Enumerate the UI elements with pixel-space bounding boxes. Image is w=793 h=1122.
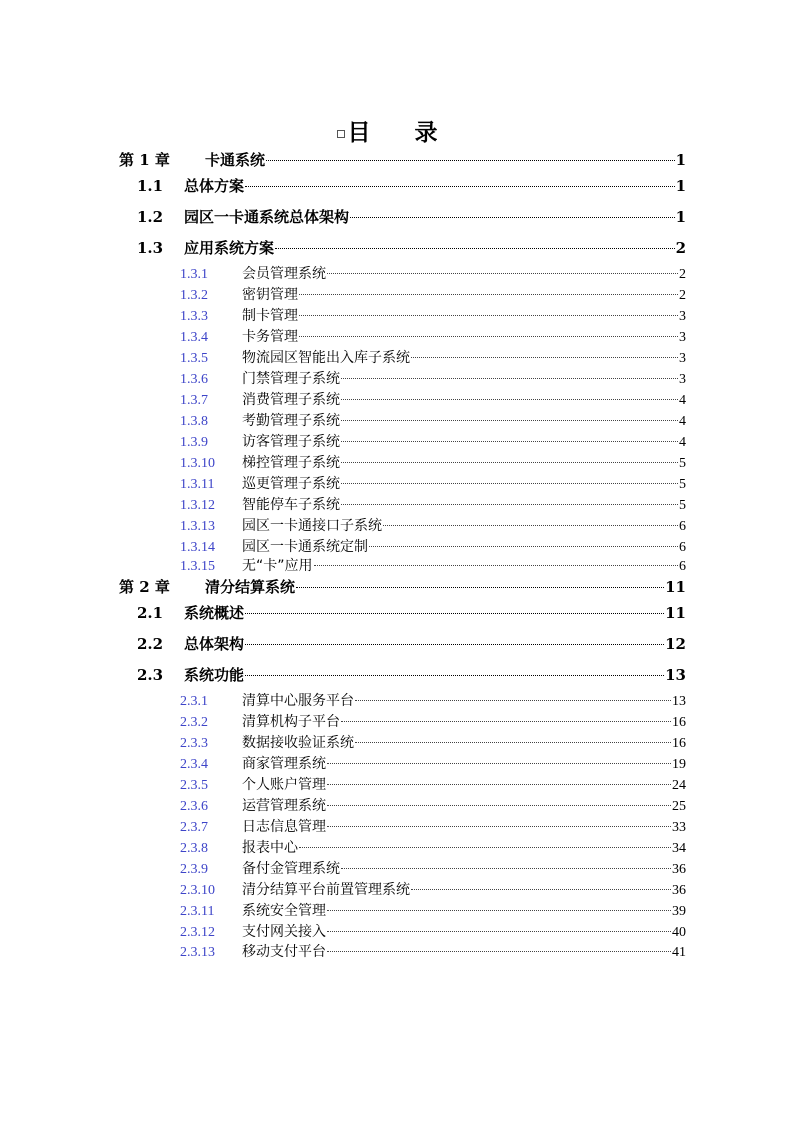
toc-entry-level-2[interactable] — [137, 238, 686, 258]
toc-entry-level-3[interactable] — [180, 516, 686, 536]
toc-leader-dots — [341, 399, 678, 400]
toc-entry-label: 卡务管理 — [242, 329, 298, 345]
toc-entry-page: 4 — [679, 414, 686, 429]
toc-entry-level-3[interactable] — [180, 691, 686, 711]
toc-entry-page: 13 — [665, 666, 686, 684]
toc-leader-dots — [327, 763, 671, 764]
toc-entry-page: 16 — [672, 715, 686, 730]
toc-entry-page: 3 — [679, 351, 686, 366]
toc-entry-label: 梯控管理子系统 — [242, 455, 340, 471]
toc-leader-dots — [341, 420, 678, 421]
toc-entry-label: 系统概述 — [184, 604, 245, 622]
toc-leader-dots — [327, 931, 671, 932]
toc-entry-number: 2.3.12 — [180, 925, 215, 940]
toc-leader-dots — [327, 805, 671, 806]
toc-entry-level-3[interactable] — [180, 390, 686, 410]
toc-entry-label: 清分结算平台前置管理系统 — [242, 882, 410, 898]
toc-entry-label: 日志信息管理 — [242, 819, 326, 835]
toc-entry-page: 33 — [672, 820, 686, 835]
toc-entry-level-3[interactable] — [180, 712, 686, 732]
toc-entry-label: 总体架构 — [184, 635, 245, 653]
toc-entry-page: 5 — [679, 456, 686, 471]
toc-entry-label: 备付金管理系统 — [242, 861, 340, 877]
toc-entry-number: 1.3.4 — [180, 330, 208, 345]
toc-entry-number: 2.1 — [137, 604, 164, 622]
toc-entry-number: 1.3.2 — [180, 288, 208, 303]
toc-entry-number: 2.3.2 — [180, 715, 208, 730]
toc-entry-number: 1.3 — [137, 239, 164, 257]
toc-entry-page: 12 — [665, 635, 686, 653]
toc-leader-dots — [341, 504, 678, 505]
toc-entry-number: 1.3.13 — [180, 519, 215, 534]
toc-leader-dots — [245, 675, 664, 676]
toc-entry-level-3[interactable] — [180, 556, 686, 576]
toc-leader-dots — [327, 910, 671, 911]
toc-leader-dots — [341, 378, 678, 379]
toc-entry-label: 无“卡”应用 — [242, 558, 313, 574]
toc-entry-level-3[interactable] — [180, 264, 686, 284]
toc-entry-label: 制卡管理 — [242, 308, 298, 324]
toc-entry-number: 1.2 — [137, 208, 164, 226]
toc-entry-number: 1.3.1 — [180, 267, 208, 282]
toc-entry-label: 系统功能 — [184, 666, 245, 684]
toc-leader-dots — [266, 160, 675, 161]
toc-leader-dots — [299, 336, 678, 337]
toc-entry-page: 1 — [675, 151, 686, 169]
toc-entry-number: 1.1 — [137, 177, 164, 195]
toc-entry-number: 2.3.7 — [180, 820, 208, 835]
toc-entry-label: 报表中心 — [242, 840, 298, 856]
toc-leader-dots — [341, 441, 678, 442]
toc-entry-page: 24 — [672, 778, 686, 793]
toc-entry-label: 卡通系统 — [205, 151, 266, 169]
toc-leader-dots — [314, 565, 678, 566]
toc-entry-label: 密钥管理 — [242, 287, 298, 303]
toc-entry-label: 园区一卡通系统总体架构 — [184, 208, 350, 226]
toc-entry-label: 个人账户管理 — [242, 777, 326, 793]
toc-entry-label: 考勤管理子系统 — [242, 413, 340, 429]
toc-leader-dots — [299, 847, 671, 848]
toc-leader-dots — [355, 742, 671, 743]
toc-entry-label: 清算中心服务平台 — [242, 693, 354, 709]
toc-entry-number: 2.3.3 — [180, 736, 208, 751]
toc-entry-label: 物流园区智能出入库子系统 — [242, 350, 410, 366]
toc-leader-dots — [341, 462, 678, 463]
toc-entry-number: 2.3.1 — [180, 694, 208, 709]
toc-entry-number: 2.3.5 — [180, 778, 208, 793]
toc-entry-level-3[interactable] — [180, 348, 686, 368]
toc-entry-page: 1 — [675, 208, 686, 226]
toc-entry-level-3[interactable] — [180, 285, 686, 305]
toc-entry-number: 1.3.6 — [180, 372, 208, 387]
toc-entry-level-2[interactable] — [137, 634, 686, 654]
toc-leader-dots — [355, 700, 671, 701]
toc-entry-number: 1.3.15 — [180, 559, 215, 574]
toc-entry-level-3[interactable] — [180, 880, 686, 900]
toc-entry-label: 支付网关接入 — [242, 924, 326, 940]
toc-entry-number: 第 2 章 — [119, 578, 170, 596]
toc-entry-page: 1 — [675, 177, 686, 195]
toc-entry-level-3[interactable] — [180, 327, 686, 347]
toc-entry-page: 3 — [679, 330, 686, 345]
toc-entry-number: 第 1 章 — [119, 151, 170, 169]
toc-entry-level-1[interactable] — [119, 150, 686, 170]
toc-leader-dots — [327, 784, 671, 785]
toc-entry-page: 36 — [672, 883, 686, 898]
toc-entry-page: 6 — [679, 559, 686, 574]
toc-entry-label: 园区一卡通系统定制 — [242, 539, 368, 555]
toc-leader-dots — [411, 889, 671, 890]
toc-entry-page: 2 — [675, 239, 686, 257]
toc-entry-level-1[interactable] — [119, 577, 686, 597]
toc-entry-level-3[interactable] — [180, 817, 686, 837]
toc-entry-level-3[interactable] — [180, 369, 686, 389]
toc-leader-dots — [327, 273, 678, 274]
toc-entry-page: 36 — [672, 862, 686, 877]
toc-entry-number: 1.3.5 — [180, 351, 208, 366]
toc-entry-label: 数据接收验证系统 — [242, 735, 354, 751]
toc-entry-level-3[interactable] — [180, 306, 686, 326]
toc-entry-page: 3 — [679, 309, 686, 324]
toc-entry-level-3[interactable] — [180, 432, 686, 452]
toc-entry-number: 1.3.14 — [180, 540, 215, 555]
toc-entry-page: 25 — [672, 799, 686, 814]
toc-entry-page: 6 — [679, 519, 686, 534]
toc-entry-level-3[interactable] — [180, 775, 686, 795]
toc-entry-level-3[interactable] — [180, 474, 686, 494]
toc-entry-number: 1.3.10 — [180, 456, 215, 471]
toc-entry-label: 总体方案 — [184, 177, 245, 195]
toc-leader-dots — [341, 868, 671, 869]
toc-entry-level-3[interactable] — [180, 838, 686, 858]
toc-leader-dots — [411, 357, 678, 358]
toc-entry-label: 会员管理系统 — [242, 266, 326, 282]
toc-entry-label: 门禁管理子系统 — [242, 371, 340, 387]
toc-entry-number: 2.3.11 — [180, 904, 215, 919]
toc-entry-label: 运营管理系统 — [242, 798, 326, 814]
toc-entry-page: 3 — [679, 372, 686, 387]
toc-leader-dots — [245, 644, 664, 645]
toc-entry-page: 16 — [672, 736, 686, 751]
toc-leader-dots — [341, 483, 678, 484]
toc-entry-number: 2.3.4 — [180, 757, 208, 772]
toc-entry-number: 2.2 — [137, 635, 164, 653]
toc-entry-number: 1.3.3 — [180, 309, 208, 324]
toc-entry-number: 2.3 — [137, 666, 164, 684]
toc-leader-dots — [245, 613, 664, 614]
toc-entry-level-2[interactable] — [137, 665, 686, 685]
toc-entry-number: 1.3.12 — [180, 498, 215, 513]
toc-leader-dots — [341, 721, 671, 722]
toc-entry-label: 清分结算系统 — [205, 578, 296, 596]
toc-entry-level-3[interactable] — [180, 922, 686, 942]
toc-leader-dots — [327, 826, 671, 827]
toc-leader-dots — [327, 951, 671, 952]
page-title: 目 录 — [0, 114, 793, 147]
toc-leader-dots — [369, 546, 678, 547]
toc-entry-level-3[interactable] — [180, 754, 686, 774]
toc-entry-number: 2.3.8 — [180, 841, 208, 856]
toc-entry-label: 智能停车子系统 — [242, 497, 340, 513]
toc-entry-label: 访客管理子系统 — [242, 434, 340, 450]
toc-entry-page: 19 — [672, 757, 686, 772]
toc-entry-level-3[interactable] — [180, 859, 686, 879]
toc-entry-level-2[interactable] — [137, 176, 686, 196]
toc-entry-level-3[interactable] — [180, 901, 686, 921]
toc-entry-label: 移动支付平台 — [242, 944, 326, 960]
toc-entry-page: 2 — [679, 288, 686, 303]
toc-entry-label: 系统安全管理 — [242, 903, 326, 919]
toc-leader-dots — [299, 315, 678, 316]
toc-entry-page: 5 — [679, 477, 686, 492]
toc-entry-number: 1.3.9 — [180, 435, 208, 450]
toc-entry-level-3[interactable] — [180, 411, 686, 431]
toc-leader-dots — [296, 587, 664, 588]
toc-entry-page: 11 — [665, 604, 686, 622]
toc-entry-level-2[interactable] — [137, 207, 686, 227]
toc-entry-level-3[interactable] — [180, 537, 686, 557]
toc-entry-number: 2.3.10 — [180, 883, 215, 898]
toc-entry-level-3[interactable] — [180, 796, 686, 816]
toc-entry-page: 34 — [672, 841, 686, 856]
toc-entry-page: 41 — [672, 945, 686, 960]
toc-leader-dots — [275, 248, 675, 249]
toc-entry-label: 巡更管理子系统 — [242, 476, 340, 492]
toc-leader-dots — [350, 217, 675, 218]
toc-entry-level-3[interactable] — [180, 942, 686, 962]
toc-entry-page: 39 — [672, 904, 686, 919]
toc-entry-number: 2.3.13 — [180, 945, 215, 960]
toc-entry-label: 清算机构子平台 — [242, 714, 340, 730]
toc-entry-page: 40 — [672, 925, 686, 940]
toc-entry-number: 2.3.9 — [180, 862, 208, 877]
toc-entry-page: 2 — [679, 267, 686, 282]
toc-entry-page: 13 — [672, 694, 686, 709]
toc-entry-level-3[interactable] — [180, 495, 686, 515]
toc-leader-dots — [299, 294, 678, 295]
toc-entry-page: 4 — [679, 435, 686, 450]
toc-entry-number: 1.3.7 — [180, 393, 208, 408]
toc-entry-label: 商家管理系统 — [242, 756, 326, 772]
toc-leader-dots — [383, 525, 678, 526]
toc-entry-number: 1.3.8 — [180, 414, 208, 429]
toc-leader-dots — [245, 186, 675, 187]
toc-entry-label: 消费管理子系统 — [242, 392, 340, 408]
toc-entry-page: 11 — [665, 578, 686, 596]
toc-entry-page: 5 — [679, 498, 686, 513]
toc-entry-number: 1.3.11 — [180, 477, 215, 492]
toc-entry-level-3[interactable] — [180, 733, 686, 753]
toc-entry-page: 4 — [679, 393, 686, 408]
toc-entry-level-3[interactable] — [180, 453, 686, 473]
toc-entry-level-2[interactable] — [137, 603, 686, 623]
toc-entry-number: 2.3.6 — [180, 799, 208, 814]
toc-entry-page: 6 — [679, 540, 686, 555]
toc-entry-label: 园区一卡通接口子系统 — [242, 518, 382, 534]
toc-entry-label: 应用系统方案 — [184, 239, 275, 257]
